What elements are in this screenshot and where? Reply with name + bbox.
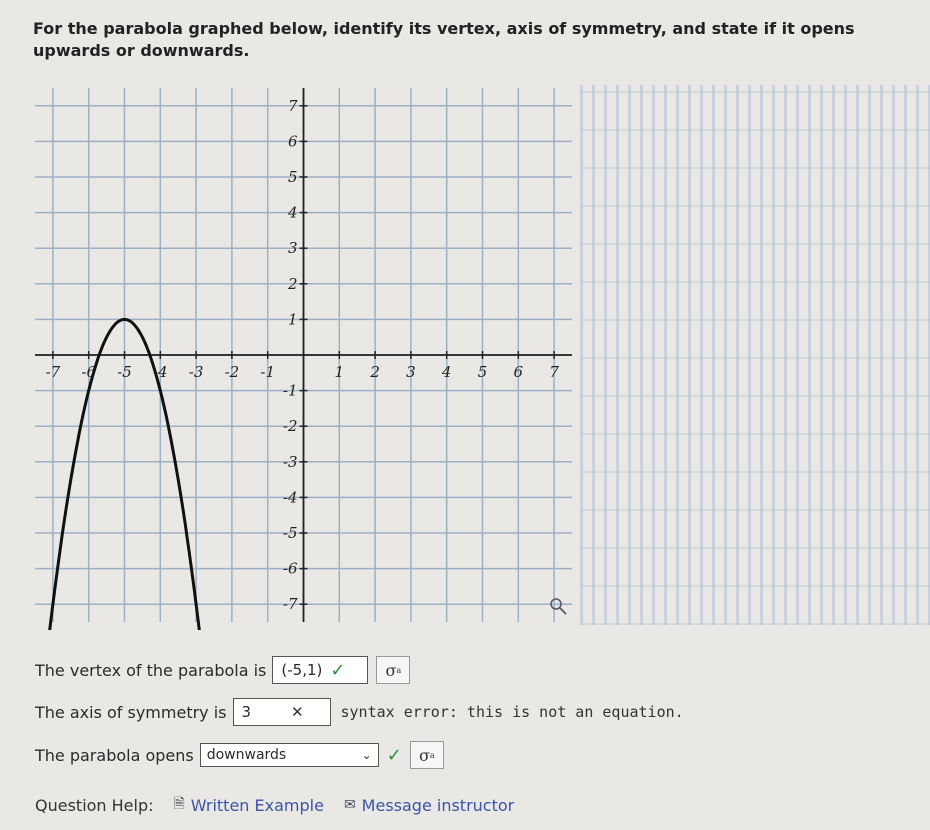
math-symbols-button[interactable]: σ a	[376, 656, 410, 684]
x-tick-label: -4	[152, 363, 168, 381]
graph-axes	[35, 88, 572, 622]
x-mark-icon: ✕	[291, 703, 304, 721]
x-tick-label: 7	[549, 363, 559, 381]
axis-row	[35, 698, 684, 726]
x-tick-label: -2	[224, 363, 240, 381]
axis-input[interactable]	[233, 698, 331, 726]
x-tick-label: -5	[117, 363, 132, 381]
opens-row	[35, 741, 444, 769]
parabola-graph	[0, 80, 600, 630]
y-tick-label: -1	[282, 381, 298, 400]
question-text: For the parabola graphed below, identify its vertex, axis of symmetry, and state if it opens upwards or downwards.	[33, 19, 855, 60]
x-tick-label: -7	[45, 363, 61, 381]
y-tick-label: 2	[287, 274, 298, 293]
y-tick-label: -4	[282, 488, 298, 507]
chevron-down-icon: ⌄	[361, 748, 372, 762]
background-grid-pattern	[580, 85, 930, 625]
vertex-input[interactable]	[272, 656, 368, 684]
written-example-link[interactable]: Written Example	[190, 795, 324, 815]
y-tick-label: -5	[282, 524, 298, 542]
opens-label: The parabola opens	[35, 745, 194, 765]
x-tick-label: 4	[441, 363, 452, 381]
question-help-row	[35, 793, 514, 817]
y-tick-label: -7	[282, 595, 298, 614]
y-tick-label: 4	[287, 203, 298, 222]
magnifier-icon[interactable]	[551, 599, 566, 614]
opens-select[interactable]	[200, 743, 379, 767]
y-tick-label: -2	[282, 417, 298, 436]
check-icon: ✓	[330, 659, 346, 681]
axis-label: The axis of symmetry is	[35, 702, 227, 722]
x-tick-label: -3	[188, 363, 204, 381]
axis-value: 3	[241, 703, 252, 721]
x-tick-label: 5	[477, 363, 488, 381]
y-tick-label: 5	[287, 168, 298, 186]
axis-error-message: syntax error: this is not an equation.	[340, 703, 684, 721]
vertex-value: (-5,1)	[281, 661, 323, 679]
y-tick-label: 7	[287, 96, 298, 115]
mail-icon: ✉	[343, 797, 356, 813]
x-tick-label: -6	[81, 363, 97, 381]
y-tick-label: 6	[287, 132, 298, 151]
message-instructor-link[interactable]: Message instructor	[361, 795, 515, 815]
math-symbols-button[interactable]: σ a	[410, 741, 444, 769]
y-tick-label: 3	[287, 239, 298, 258]
x-tick-label: 3	[406, 363, 416, 381]
question-help-label: Question Help:	[35, 795, 154, 815]
vertex-label: The vertex of the parabola is	[35, 660, 267, 680]
vertex-row	[35, 656, 410, 684]
check-icon: ✓	[386, 744, 402, 766]
x-tick-label: 1	[334, 363, 345, 381]
y-tick-label: 1	[287, 310, 298, 329]
x-tick-label: -1	[260, 363, 276, 381]
document-icon: 🗎	[173, 796, 185, 812]
y-tick-label: -3	[282, 452, 298, 471]
x-tick-label: 6	[513, 363, 524, 381]
x-tick-label: 2	[370, 363, 380, 381]
opens-selected-value: downwards	[206, 747, 287, 763]
y-tick-label: -6	[282, 559, 298, 578]
